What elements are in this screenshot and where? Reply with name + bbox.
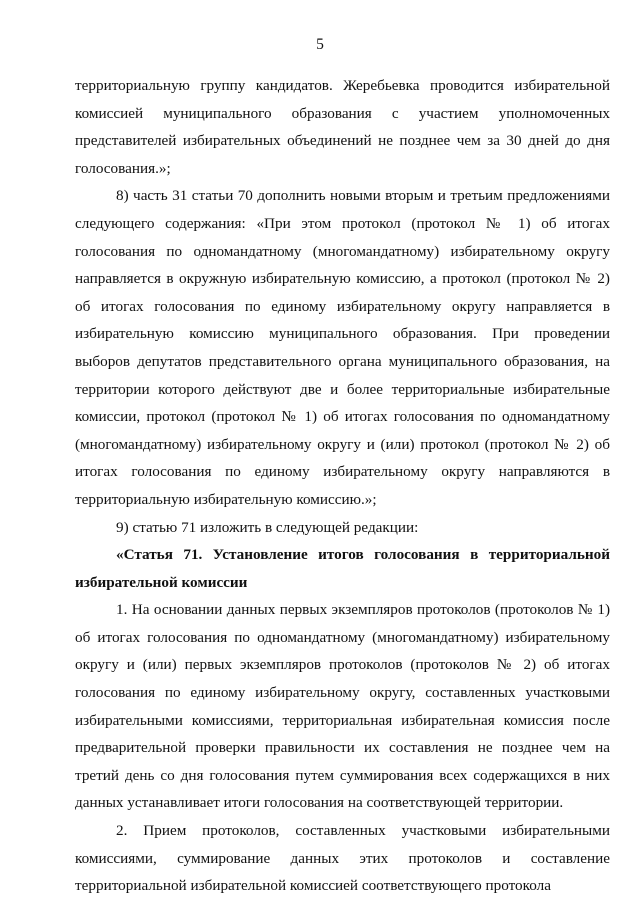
document-body [75, 72, 610, 900]
paragraph-continuation: территориальную группу кандидатов. Жеребьевка проводится избирательной комиссией муниципального образования с участием уполномоченных представителей избирательных объединений не позднее чем за 30 дней до дня голосования.»; [75, 77, 610, 177]
article-71-heading: «Статья 71. Установление итогов голосования в территориальной избирательной комиссии [75, 546, 610, 591]
page-number: 5 [316, 36, 324, 53]
paragraph-item-9: 9) статью 71 изложить в следующей редакции: [116, 518, 419, 536]
article-71-part-1: 1. На основании данных первых экземпляров протоколов (протоколов № 1) об итогах голосования по одномандатному (многомандатному) избирательному округу и (или) первых экземпляров протоколов (протоколов № 2) об итогах голосования по единому избирательному округу, составленных участковыми избирательными комиссиями, территориальная избирательная комиссия после предварительной проверки правильности их составления не позднее чем на третий день со дня голосования путем суммирования всех содержащихся в них данных устанавливает итоги голосования на соответствующей территории. [75, 601, 610, 812]
article-71-part-2: 2. Прием протоколов, составленных участковыми избирательными комиссиями, суммирование данных этих протоколов и составление территориальной избирательной комиссией соответствующего протокола [75, 822, 610, 895]
paragraph-item-8: 8) часть 31 статьи 70 дополнить новыми вторым и третьим предложениями следующего содержания: «При этом протокол (протокол № 1) об итогах голосования по одномандатному (многомандатному) избирательному округу направляется в окружную избирательную комиссию, а протокол (протокол № 2) об итогах голосования по единому избирательному округу направляется в избирательную комиссию муниципального образования. При проведении выборов депутатов представительного органа муниципального образования, на территории которого действуют две и более территориальные избирательные комиссии, протокол (протокол № 1) об итогах голосования по одномандатному (многомандатному) избирательному округу и (или) протокол (протокол № 2) об итогах голосования по единому избирательному округу направляются в территориальную избирательную комиссию.»; [75, 187, 610, 508]
